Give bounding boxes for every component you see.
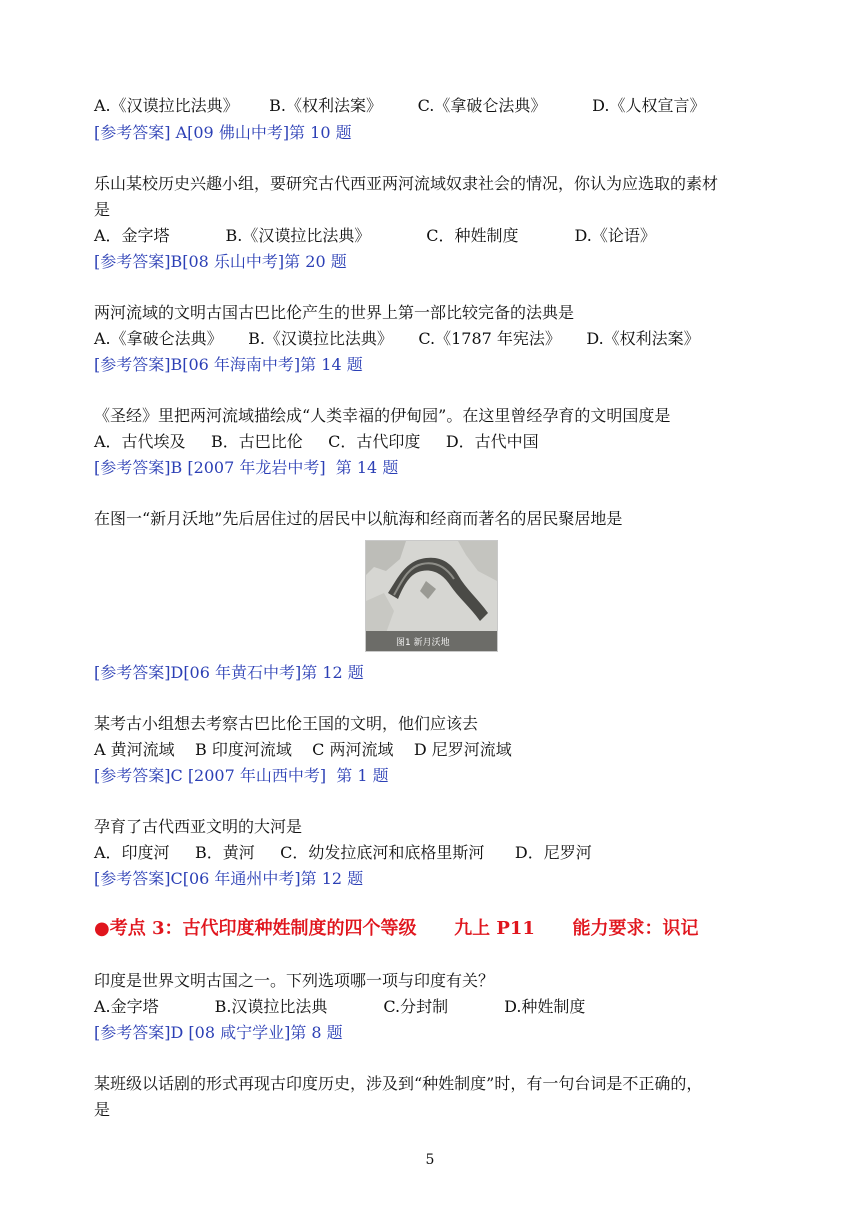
question-text: 某班级以话剧的形式再现古印度历史，涉及到“种姓制度”时，有一句台词是不正确的， [94, 1074, 703, 1093]
answer-reference: [参考答案]C [2007 年山西中考] 第 1 题 [94, 766, 389, 785]
answer-reference: [参考答案]B[08 乐山中考]第 20 题 [94, 252, 347, 271]
question-text: 《圣经》里把两河流域描绘成“人类幸福的伊甸园”。在这里曾经孕育的文明国度是 [94, 406, 671, 425]
question-options: A 黄河流域 B 印度河流域 C 两河流域 D 尼罗河流域 [94, 740, 512, 759]
page-number: 5 [425, 1152, 435, 1168]
answer-reference: [参考答案]D[06 年黄石中考]第 12 题 [94, 663, 364, 682]
question-options: A．金字塔 B.《汉谟拉比法典》 C．种姓制度 D.《论语》 [94, 226, 656, 245]
question-text: 印度是世界文明古国之一。下列选项哪一项与印度有关？ [94, 971, 495, 990]
answer-reference: [参考答案]B[06 年海南中考]第 14 题 [94, 355, 363, 374]
question-text: 某考古小组想去考察古巴比伦王国的文明，他们应该去 [94, 714, 479, 733]
question-text: 在图一“新月沃地”先后居住过的居民中以航海和经商而著名的居民聚居地是 [94, 509, 623, 528]
question-options: A.《汉谟拉比法典》 B.《权利法案》 C.《拿破仑法典》 D.《人权宣言》 [94, 96, 706, 115]
question-text: 孕育了古代西亚文明的大河是 [94, 817, 303, 836]
question-text: 是 [94, 200, 111, 219]
answer-reference: [参考答案]C[06 年通州中考]第 12 题 [94, 869, 364, 888]
answer-reference: [参考答案] A[09 佛山中考]第 10 题 [94, 123, 352, 142]
section-heading: ●考点 3：古代印度种姓制度的四个等级 九上 P11 能力要求：识记 [94, 918, 699, 939]
question-text: 乐山某校历史兴趣小组，要研究古代西亚两河流域奴隶社会的情况，你认为应选取的素材 [94, 174, 719, 193]
fertile-crescent-map [365, 540, 498, 652]
question-options: A．古代埃及 B．古巴比伦 C．古代印度 D．古代中国 [94, 432, 539, 451]
question-text: 两河流域的文明古国古巴比伦产生的世界上第一部比较完备的法典是 [94, 303, 575, 322]
question-text: 是 [94, 1100, 111, 1119]
question-options: A．印度河 B．黄河 C．幼发拉底河和底格里斯河 D．尼罗河 [94, 843, 592, 862]
answer-reference: [参考答案]B [2007 年龙岩中考] 第 14 题 [94, 458, 399, 477]
answer-reference: [参考答案]D [08 咸宁学业]第 8 题 [94, 1023, 343, 1042]
map-caption: 图1 新月沃地 [396, 638, 450, 648]
question-options: A.《拿破仑法典》 B.《汉谟拉比法典》 C.《1787 年宪法》 D.《权利法案》 [94, 329, 700, 348]
question-options: A.金字塔 B.汉谟拉比法典 C.分封制 D.种姓制度 [94, 997, 586, 1016]
